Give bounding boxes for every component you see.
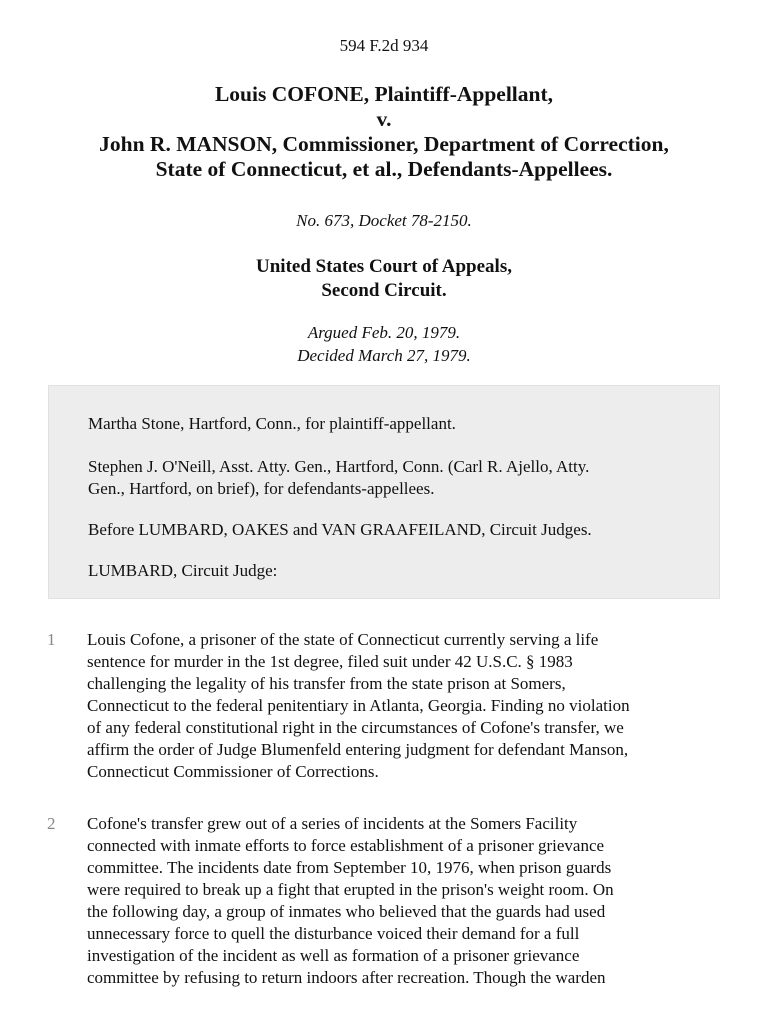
paragraph-line: affirm the order of Judge Blumenfeld entering judgment for defendant Manson, — [87, 740, 629, 759]
appellee-counsel — [88, 456, 708, 500]
case-caption — [20, 82, 748, 182]
court-name-line1: United States Court of Appeals, — [256, 256, 512, 277]
paragraph-line: connected with inmate efforts to force establishment of a prisoner grievance — [87, 836, 605, 855]
paragraph-line: sentence for murder in the 1st degree, filed suit under 42 U.S.C. § 1983 — [87, 652, 573, 671]
caption-versus: v. — [376, 107, 392, 131]
paragraph-line: committee by refusing to return indoors after recreation. Though the warden — [87, 968, 606, 987]
paragraph-line: were required to break up a fight that erupted in the prison's weight room. On — [87, 880, 614, 899]
appellee-counsel-line2: Gen., Hartford, on brief), for defendants-appellees. — [88, 479, 435, 498]
docket-number: No. 673, Docket 78-2150. — [296, 211, 472, 230]
appellant-counsel: Martha Stone, Hartford, Conn., for plaintiff-appellant. — [88, 414, 456, 433]
caption-plaintiff: Louis COFONE, Plaintiff-Appellant, — [214, 82, 554, 106]
paragraph-text — [87, 813, 727, 989]
bench-panel: Before LUMBARD, OAKES and VAN GRAAFEILAND, Circuit Judges. — [88, 520, 592, 539]
caption-defendant-line2: State of Connecticut, et al., Defendants-Appellees. — [155, 157, 613, 181]
paragraph-line: investigation of the incident as well as formation of a prisoner grievance — [87, 946, 580, 965]
paragraph-line: the following day, a group of inmates who believed that the guards had used — [87, 902, 606, 921]
appellee-counsel-line1: Stephen J. O'Neill, Asst. Atty. Gen., Hartford, Conn. (Carl R. Ajello, Atty. — [88, 457, 590, 476]
paragraph-number: 2 — [47, 814, 56, 833]
opinion-author: LUMBARD, Circuit Judge: — [88, 561, 278, 580]
paragraph-line: unnecessary force to quell the disturbance voiced their demand for a full — [87, 924, 580, 943]
decided-date: Decided March 27, 1979. — [297, 346, 471, 365]
argued-date: Argued Feb. 20, 1979. — [307, 323, 461, 342]
case-dates — [0, 321, 768, 367]
paragraph-line: Connecticut to the federal penitentiary in Atlanta, Georgia. Finding no violation — [87, 696, 630, 715]
counsel-panel — [48, 385, 720, 599]
paragraph-line: Cofone's transfer grew out of a series of incidents at the Somers Facility — [87, 814, 578, 833]
caption-defendant-line1: John R. MANSON, Commissioner, Department of Correction, — [99, 132, 669, 156]
paragraph-line: Louis Cofone, a prisoner of the state of Connecticut currently serving a life — [87, 630, 599, 649]
reporter-citation: 594 F.2d 934 — [339, 36, 429, 55]
paragraph-text — [87, 629, 727, 783]
court-name — [0, 255, 768, 303]
paragraph-line: of any federal constitutional right in the circumstances of Cofone's transfer, we — [87, 718, 624, 737]
court-name-line2: Second Circuit. — [321, 280, 447, 301]
paragraph-line: Connecticut Commissioner of Corrections. — [87, 762, 379, 781]
paragraph-line: challenging the legality of his transfer from the state prison at Somers, — [87, 674, 566, 693]
paragraph-number: 1 — [47, 630, 56, 649]
paragraph-line: committee. The incidents date from September 10, 1976, when prison guards — [87, 858, 612, 877]
